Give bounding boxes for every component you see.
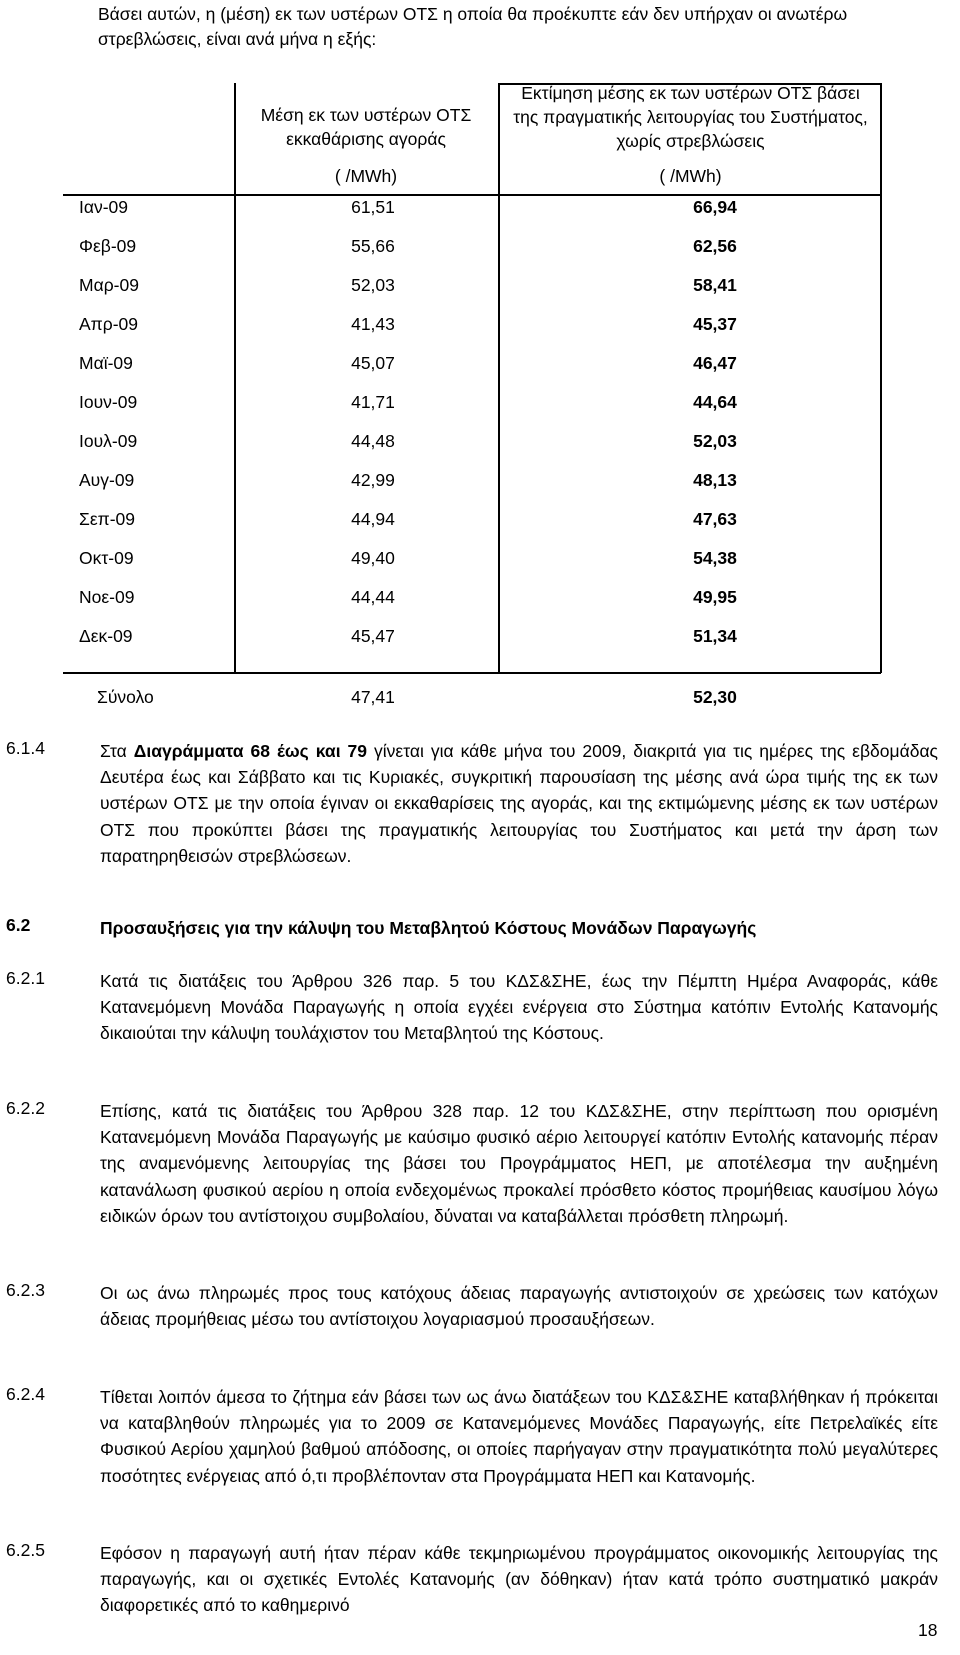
table-row [0, 236, 930, 274]
total-col2: 52,30 [693, 687, 737, 707]
table-row [0, 587, 930, 625]
section-title: Προσαυξήσεις για την κάλυψη του Μεταβλητού Κόστους Μονάδων Παραγωγής [100, 918, 757, 938]
col2-cell: 62,56 [693, 236, 737, 256]
section-text: Κατά τις διατάξεις του Άρθρου 326 παρ. 5 του ΚΔΣ&ΣΗΕ, έως την Πέμπτη Ημέρα Αναφοράς, κάθε Κατανεμόμενη Μονάδα Παραγωγής η οποία εγχέει ενέργεια στο Σύστημα κατόπιν Εντολής Κατανομής δικαιούται την κάλυψη τουλάχιστον του Μεταβλητού της Κόστους. [100, 971, 938, 1044]
col2-unit: ( /MWh) [659, 166, 722, 186]
col1-cell: 44,94 [351, 509, 395, 529]
total-col1: 47,41 [351, 687, 395, 707]
col2-cell: 46,47 [693, 353, 737, 373]
table-row [0, 392, 930, 430]
table-row [0, 275, 930, 313]
col2-cell: 47,63 [693, 509, 737, 529]
col2-cell: 58,41 [693, 275, 737, 295]
col2-cell: 45,37 [693, 314, 737, 334]
section-number: 6.2.5 [6, 1540, 45, 1560]
table-row [0, 509, 930, 547]
month-cell: Αυγ-09 [79, 470, 135, 490]
month-cell: Ιουλ-09 [79, 431, 138, 451]
table-row [0, 470, 930, 508]
col2-cell: 54,38 [693, 548, 737, 568]
col2-cell: 52,03 [693, 431, 737, 451]
month-cell: Δεκ-09 [79, 626, 133, 646]
table-border-bottom [63, 672, 881, 674]
col1-cell: 52,03 [351, 275, 395, 295]
month-cell: Οκτ-09 [79, 548, 134, 568]
page-number: 18 [918, 1620, 938, 1640]
section-text: Εφόσον η παραγωγή αυτή ήταν πέραν κάθε τεκμηριωμένου προγράμματος οικονομικής λειτουργίας της παραγωγής, και οι σχετικές Εντολές Κατανομής (αν δόθηκαν) ήταν κατά τρόπο συστηματικό μακράν διαφορετικές από το καθημερινό [100, 1543, 938, 1616]
month-cell: Μαρ-09 [79, 275, 139, 295]
col1-cell: 41,43 [351, 314, 395, 334]
col2-cell: 48,13 [693, 470, 737, 490]
col2-cell: 49,95 [693, 587, 737, 607]
section-text: Τίθεται λοιπόν άμεσα το ζήτημα εάν βάσει των ως άνω διατάξεων του ΚΔΣ&ΣΗΕ καταβλήθηκαν ή πρόκειται να καταβληθούν πληρωμές για το 2009 σε Κατανεμόμενες Μονάδες Παραγωγής, είτε Πετρελαϊκές είτε Φυσικού Αερίου χαμηλού βαθμού απόδοσης, οι οποίες παρήγαγαν στην πραγματικότητα πολύ μεγαλύτερες ποσότητες ενέργειας από ό,τι προβλέπονταν στα Προγράμματα ΗΕΠ και Κατανομής. [100, 1387, 938, 1486]
month-cell: Μαϊ-09 [79, 353, 133, 373]
section-number: 6.2.2 [6, 1098, 45, 1118]
section-text: Οι ως άνω πληρωμές προς τους κατόχους άδειας παραγωγής αντιστοιχούν σε χρεώσεις των κατόχων άδειας προμήθειας μέσω του αντίστοιχου λογαριασμού προσαυξήσεων. [100, 1283, 938, 1330]
month-cell: Νοε-09 [79, 587, 135, 607]
col1-cell: 55,66 [351, 236, 395, 256]
section-text [100, 738, 938, 869]
month-cell: Απρ-09 [79, 314, 138, 334]
month-cell: Σεπ-09 [79, 509, 135, 529]
col1-unit: ( /MWh) [334, 166, 398, 186]
month-cell: Ιαν-09 [79, 197, 129, 217]
section-text: Επίσης, κατά τις διατάξεις του Άρθρου 328 παρ. 12 του ΚΔΣ&ΣΗΕ, στην περίπτωση που ορισμένη Κατανεμόμενη Μονάδα Παραγωγής με καύσιμο φυσικό αέριο λειτουργεί κατόπιν Εντολής κατανομής πέραν της αναμενόμενης λειτουργίας της βάσει του Προγράμματος ΗΕΠ, με αποτέλεσμα την αυξημένη κατανάλωση φυσικού αερίου η οποία ενδεχομένως προκαλεί πρόσθετο κόστος προμήθειας καυσίμου λόγω ειδικών όρων του αντίστοιχου συμβολαίου, δύναται να καταβάλλεται πρόσθετη πληρωμή. [100, 1101, 938, 1226]
col1-cell: 44,48 [351, 431, 395, 451]
month-cell: Φεβ-09 [79, 236, 137, 256]
table-total-row [0, 687, 930, 725]
section-number: 6.2.3 [6, 1280, 45, 1300]
col2-header: Εκτίμηση μέσης εκ των υστέρων ΟΤΣ βάσει της πραγματικής λειτουργίας του Συστήματος, χωρίς στρεβλώσεις [513, 83, 868, 151]
text-bold: Διαγράμματα 68 έως και 79 [133, 741, 368, 761]
table-row [0, 431, 930, 469]
intro-paragraph: Βάσει αυτών, η (μέση) εκ των υστέρων ΟΤΣ η οποία θα προέκυπτε εάν δεν υπήρχαν οι ανωτέρω στρεβλώσεις, είναι ανά μήνα η εξής: [98, 4, 848, 49]
col1-cell: 41,71 [351, 392, 395, 412]
col2-cell: 66,94 [693, 197, 737, 217]
section-number: 6.1.4 [6, 738, 45, 758]
col2-cell: 44,64 [693, 392, 737, 412]
col1-cell: 61,51 [351, 197, 395, 217]
table-row [0, 353, 930, 391]
section-number: 6.2 [6, 915, 31, 935]
table-header-rule [63, 194, 881, 196]
text-post: γίνεται για κάθε μήνα του 2009, διακριτά για τις ημέρες της εβδομάδας Δευτέρα έως και Σάββατο και τις Κυριακές, συγκριτική παρουσίαση της μέσης ανά ώρα τιμής της εκ των υστέρων ΟΤΣ με την οποία έγιναν οι εκκαθαρίσεις της αγοράς, και της εκτιμώμενης μέσης εκ των υστέρων ΟΤΣ που προκύπτει βάσει της πραγματικής λειτουργίας του Συστήματος και μετά την άρση των παρατηρηθεισών στρεβλώσεων. [100, 741, 938, 866]
col1-cell: 44,44 [351, 587, 395, 607]
total-label: Σύνολο [97, 687, 154, 707]
table-row [0, 314, 930, 352]
col1-cell: 49,40 [351, 548, 395, 568]
table-row [0, 626, 930, 664]
section-number: 6.2.4 [6, 1384, 45, 1404]
col1-cell: 45,07 [351, 353, 395, 373]
col1-cell: 42,99 [351, 470, 395, 490]
col1-header: Μέση εκ των υστέρων ΟΤΣ εκκαθάρισης αγοράς [260, 105, 472, 149]
col2-cell: 51,34 [693, 626, 737, 646]
table-row [0, 197, 930, 235]
section-number: 6.2.1 [6, 968, 45, 988]
text-pre: Στα [100, 741, 134, 761]
table-row [0, 548, 930, 586]
month-cell: Ιουν-09 [79, 392, 138, 412]
col1-cell: 45,47 [351, 626, 395, 646]
